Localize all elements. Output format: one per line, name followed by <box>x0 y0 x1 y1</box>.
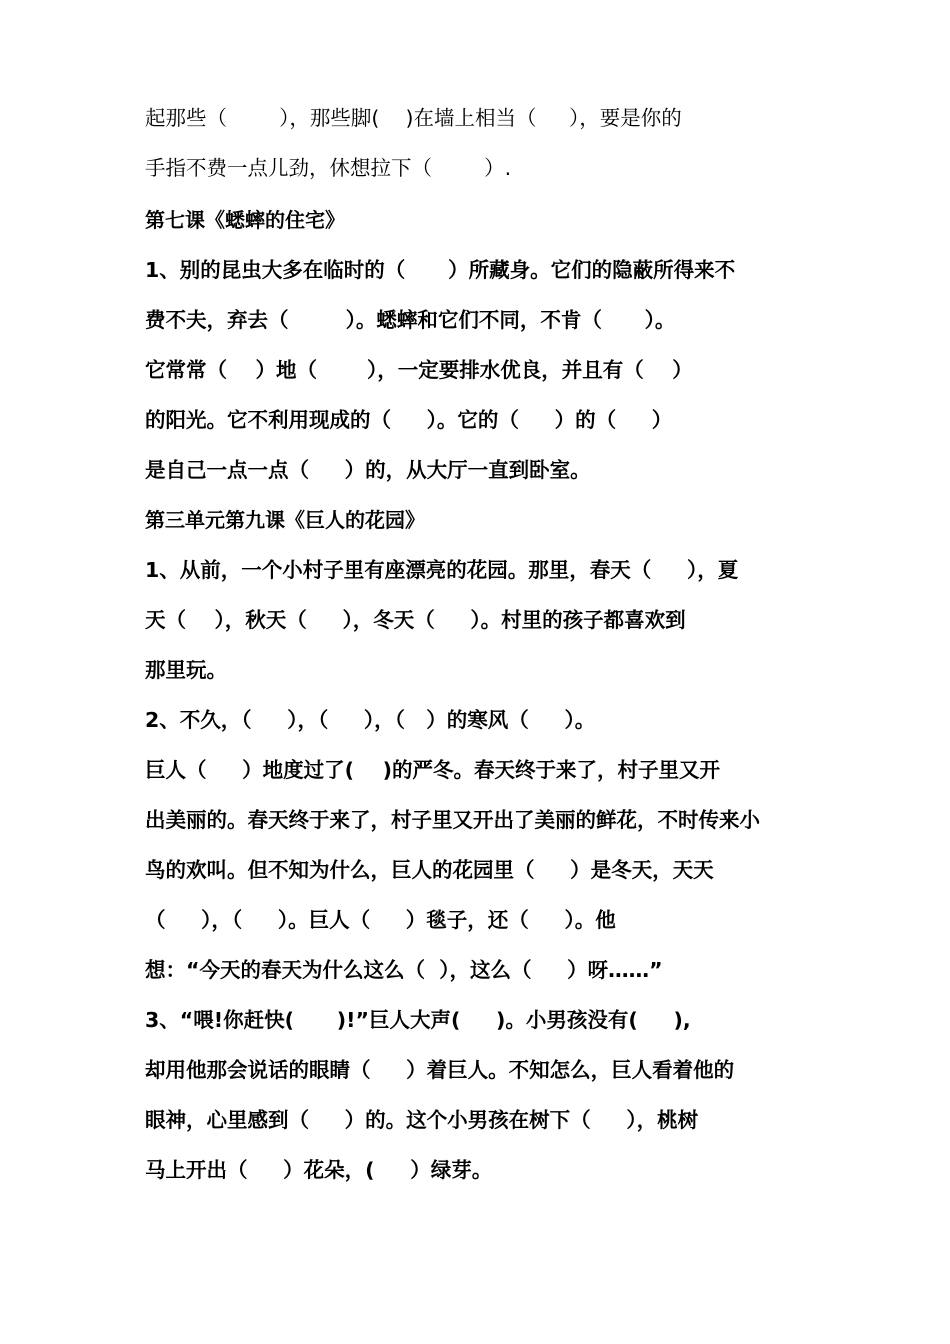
text-line-15: 出美丽的。春天终于来了，村子里又开出了美丽的鲜花，不时传来小 <box>145 808 760 832</box>
text-line-14: 巨人（ ）地度过了( )的严冬。春天终于来了，村子里又开 <box>145 758 720 782</box>
text-line-18: 想：“今天的春天为什么这么（ ），这么（ ）呀……” <box>145 958 663 982</box>
text-line-2: 手指不费一点儿劲，休想拉下（ ）. <box>145 156 512 180</box>
text-line-21: 眼神，心里感到（ ）的。这个小男孩在树下（ ），桃树 <box>145 1108 699 1132</box>
text-line-10: 1、从前，一个小村子里有座漂亮的花园。那里，春天（ ），夏 <box>145 558 739 582</box>
text-line-22: 马上开出（ ）花朵，( ）绿芽。 <box>145 1158 493 1182</box>
text-line-11: 天（ ），秋天（ ），冬天（ ）。村里的孩子都喜欢到 <box>145 608 686 632</box>
text-line-13: 2、不久，（ ），（ ），（ ）的寒风（ ）。 <box>145 708 596 732</box>
text-line-5: 费不夫，弃去（ ）。蟋蟀和它们不同，不肯（ ）。 <box>145 308 676 332</box>
text-line-6: 它常常（ ）地（ ），一定要排水优良，并且有（ ） <box>145 358 693 382</box>
text-line-19: 3、“喂!你赶快( )!”巨人大声( )。小男孩没有( ), <box>145 1008 691 1032</box>
text-line-1: 起那些（ ），那些脚( )在墙上相当（ ），要是你的 <box>145 106 682 130</box>
text-line-20: 却用他那会说话的眼睛（ ）着巨人。不知怎么，巨人看着他的 <box>145 1058 735 1082</box>
lesson-heading-9: 第三单元第九课《巨人的花园》 <box>145 508 425 532</box>
lesson-heading-7: 第七课《蟋蟀的住宅》 <box>145 208 345 232</box>
text-line-4: 1、别的昆虫大多在临时的（ ）所藏身。它们的隐蔽所得来不 <box>145 258 736 282</box>
text-line-8: 是自己一点一点（ ）的，从大厅一直到卧室。 <box>145 458 591 482</box>
text-line-7: 的阳光。它不利用现成的（ ）。它的（ ）的（ ） <box>145 408 673 432</box>
text-line-17: （ ），（ ）。巨人（ ）毯子，还（ ）。他 <box>145 908 616 932</box>
text-line-12: 那里玩。 <box>145 658 227 682</box>
text-line-16: 鸟的欢叫。但不知为什么，巨人的花园里（ ）是冬天，天天 <box>145 858 714 882</box>
